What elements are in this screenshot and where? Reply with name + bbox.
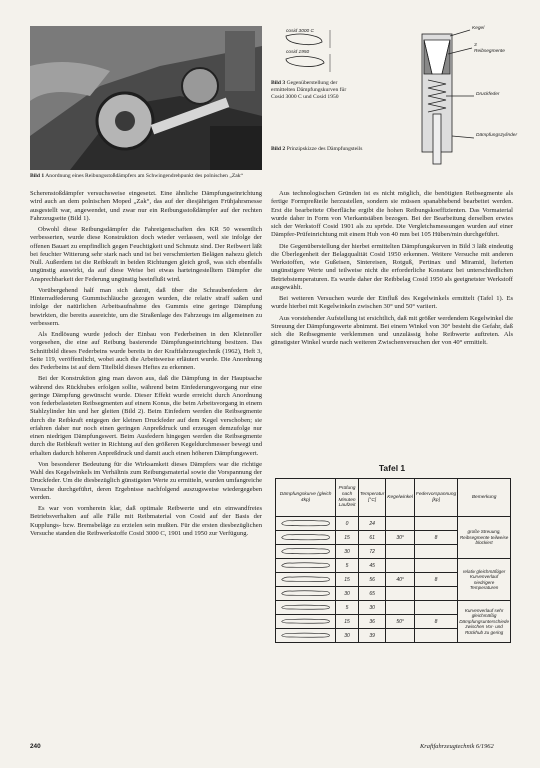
- cell-angle: 30°: [386, 531, 415, 545]
- figure-1-text: Anordnung eines Reibungsstoßdämpfers am Schwingendrehpunkt des polnischen „Zak“: [45, 173, 244, 179]
- table-1: [275, 478, 511, 643]
- damping-curve-cell: [276, 517, 336, 531]
- cell-angle: [386, 559, 415, 573]
- cell-temp: 36: [358, 615, 385, 629]
- cell-angle: [386, 587, 415, 601]
- paragraph: Aus vorstehender Aufstellung ist ersichtlich, daß mit größer werdendem Kegelwinkel die Streuung der Dämpfungswerte abnimmt. Bei einem Winkel von 30° besteht die Gefahr, daß sich die Reibsegmente verklemmen und unzulässig hohe Reibwerte auftreten. Als günstigster Winkel wurde nach weiteren Zwischenversuchen der von 40° ermittelt.: [271, 314, 513, 347]
- paragraph: Aus technologischen Gründen ist es nicht möglich, die benötigten Reibsegmente als fertige Formpreßteile herzustellen, sondern sie müssen spanabhebend bearbeitet werden. Erst die bearbeitete Oberfläche ergibt die hohen Reibungskoeffizienten. Das Vormaterial wurde daher in Form von Vierkantstäben bezogen. Bei der Bearbeitung derselben erwies sich der Werkstoff Cosid 1901 als zu spröde. Die Vergleichsmessungen wurden auf einer Dämpfer-Prüfeinrichtung mit einem Hub von 40 mm bei 105 Hüben/min durchgeführt.: [271, 190, 513, 239]
- label-daempfungszylinder: Dämpfungszylinder: [476, 133, 518, 138]
- cell-remark: Kurvenverlauf sehr gleichmäßig Dämpfungsunterschiede zwischen Vor- und Rückhub zu gering: [458, 601, 511, 643]
- paragraph: Bei weiteren Versuchen wurde der Einfluß des Kegelwinkels ermittelt (Tafel 1). Es wurde hierbei mit Kegelwinkeln zwischen 30° und 50° variiert.: [271, 295, 513, 311]
- cell-temp: 65: [358, 587, 385, 601]
- cell-temp: 39: [358, 629, 385, 643]
- cell-remark: große Streuung, Reibsegmente teilweise blockiert: [458, 517, 511, 559]
- motorcycle-shock-absorber-image: [30, 26, 262, 170]
- damping-curve-sketch: [279, 546, 332, 557]
- cell-angle: 50°: [386, 615, 415, 629]
- cell-spring: [414, 559, 457, 573]
- figure-3-caption: [271, 80, 353, 101]
- header-angle: Kegelwinkel: [386, 479, 415, 517]
- table-title: Tafel 1: [378, 463, 406, 473]
- cell-remark: relativ gleichmäßiger Kurvenverlauf niedrigere Temperaturen: [458, 559, 511, 601]
- damping-curve-sketch: [279, 560, 332, 571]
- curve-cosid-3000c: [286, 34, 322, 45]
- paragraph: Scherenstoßdämpfer versuchsweise eingesetzt. Eine ähnliche Dämpfungseinrichtung wird auch an dem polnischen Moped „Zak“, das auf der diesjährigen Frühjahrsmesse ausgestellt war, angewendet, und zwar nur ein Reibungsstoßdämpfer auf der rechten Fahrzeugseite (Bild 1).: [30, 190, 262, 222]
- figure-2-label: Bild 2: [271, 146, 286, 152]
- figure-2-sketch: [400, 26, 518, 166]
- cell-angle: [386, 517, 415, 531]
- cell-minutes: 30: [336, 587, 359, 601]
- header-temperature: Temperatur [°C]: [358, 479, 385, 517]
- cell-angle: [386, 601, 415, 615]
- left-column: [30, 190, 262, 541]
- cell-minutes: 0: [336, 517, 359, 531]
- cell-minutes: 15: [336, 573, 359, 587]
- damping-curve-sketch: [279, 518, 332, 529]
- label-reibsegmente: 3 Reibsegmente: [474, 43, 505, 54]
- damping-curve-sketch: [279, 616, 332, 627]
- curve-cosid-1950: [286, 56, 324, 66]
- figure-1-caption: [30, 173, 262, 180]
- cell-angle: [386, 545, 415, 559]
- damping-curve-cell: [276, 629, 336, 643]
- header-minutes: Prüfung nach Minuten Laufzeit: [336, 479, 359, 517]
- right-column: [271, 190, 513, 351]
- paragraph: Die Gegenüberstellung der hierbei ermittelten Dämpfungskurven in Bild 3 läßt eindeutig die Überlegenheit der Belagqualität Cosid 1950 erkennen. Weitere Versuche mit anderen Werkstoffen, wie Gußeisen, Sintereisen, Rotguß, Pertinax und Miramid, lieferten ungünstigere Werte und teilweise nicht die erforderliche Konstanz bei unterschiedlichen Betriebstemperaturen. Es wurde daher der Reibbelag Cosid 1950 als geeignetster Werkstoff ausgewählt.: [271, 242, 513, 291]
- damping-curve-cell: [276, 601, 336, 615]
- curve-label-3000c: cosid 3000 C: [286, 29, 314, 34]
- figure-2-text: Prinzipskizze des Dämpfungsteils: [286, 146, 363, 152]
- cell-spring: 8: [414, 615, 457, 629]
- damping-curve-cell: [276, 587, 336, 601]
- damping-curve-sketch: [279, 588, 332, 599]
- page-number: 240: [30, 743, 41, 750]
- cell-spring: [414, 601, 457, 615]
- damping-curve-cell: [276, 573, 336, 587]
- cell-minutes: 30: [336, 629, 359, 643]
- paragraph: Von besonderer Bedeutung für die Wirksamkeit dieses Dämpfers war die richtige Wahl des Kegelwinkels im Verhältnis zum Reibungsmaterial sowie die Vorspannung der Druckfeder. Um die diesbezüglich günstigsten Werte zu ermitteln, wurden umfangreiche Versuche durchgeführt, deren Ergebnisse nachfolgend auszugsweise wiedergegeben werden.: [30, 460, 262, 501]
- cell-temp: 61: [358, 531, 385, 545]
- damping-curve-cell: [276, 545, 336, 559]
- table-row: [276, 517, 511, 531]
- cell-angle: 40°: [386, 573, 415, 587]
- header-curve: Dämpfungskurve (gleich 4kp): [276, 479, 336, 517]
- cell-spring: 8: [414, 573, 457, 587]
- label-druckfeder: Druckfeder: [476, 92, 500, 97]
- cell-temp: 45: [358, 559, 385, 573]
- damping-curve-sketch: [279, 602, 332, 613]
- paragraph: Vorübergehend half man sich damit, daß über die Schraubenfedern der Hinterradfederung Gummischläuche gezogen wurden, die relativ straff saßen und infolge der natürlichen Arbeitsaufnahme des Gummis eine geringe Dämpfung bewirkten, die bereits ausreichte, um die Straßenlage des Fahrzeugs im allgemeinen zu verbessern.: [30, 286, 262, 327]
- table-row: [276, 559, 511, 573]
- damping-curve-sketch: [279, 574, 332, 585]
- paragraph: Als Endlösung wurde jedoch der Einbau von Federbeinen in den Kleinroller vorgesehen, die eine auf Reibung basierende Dämpfungseinrichtung besitzen. Das Schnittbild dieses Federbeins wurde bereits in der Kraftfahrzeugtechnik (1962), Heft 3, Seite 119, veröffentlicht, wobei auch die Arbeitsweise erläutert wurde. Die Anordnung des Federbeins ist auf dem Titelbild dieses Heftes zu erkennen.: [30, 331, 262, 371]
- damping-curve-cell: [276, 531, 336, 545]
- header-spring: Federvorspannung [kp]: [414, 479, 457, 517]
- figure-2-caption: [271, 146, 401, 153]
- damping-curve-sketch: [279, 630, 332, 641]
- label-kegel: Kegel: [472, 26, 485, 31]
- figure-1-photo: [30, 26, 262, 170]
- journal-reference: Kraftfahrzeugtechnik 6/1962: [420, 743, 494, 750]
- cell-spring: [414, 587, 457, 601]
- figure-3-label: Bild 3: [271, 80, 286, 86]
- header-remark: Bemerkung: [458, 479, 511, 517]
- piston-rod: [433, 114, 441, 164]
- cell-temp: 30: [358, 601, 385, 615]
- cell-temp: 24: [358, 517, 385, 531]
- paragraph: Bei der Konstruktion ging man davon aus, daß die Dämpfung in der Hauptsache während des Rückhubes erfolgen sollte, während beim Einfederungsvorgang nur eine geringe Dämpfung gewünscht wurde. Dieser Effekt wurde erreicht durch Anordnung von federbelasteten Reibsegmenten auf einem Konus, die beim Arbeitsvorgang in einem Stahlzylinder hin und her gleiten (Bild 2). Beim Einfedern werden die Reibsegmente durch die Reibkraft entgegen der kleinen Druckfeder auf dem Kegel verschoben; sie erfahren daher nur noch einen geringen Anpreßdruck und erzeugen demzufolge nur einen niedrigen Dämpfungswert. Beim Ausfedern hingegen werden die Reibsegmente durch die Reibkraft weiter in Richtung auf den größeren Kegeldurchmesser bewegt und erhalten dadurch höheren Anpreßdruck und damit auch einen höheren Dämpfungswert.: [30, 375, 262, 457]
- table-row: [276, 601, 511, 615]
- table-header-row: [276, 479, 511, 517]
- damping-curve-cell: [276, 559, 336, 573]
- cell-temp: 72: [358, 545, 385, 559]
- figure-3-chart: [270, 26, 360, 76]
- cell-spring: [414, 517, 457, 531]
- curve-label-1950: cosid 1950: [286, 50, 310, 55]
- cell-spring: [414, 629, 457, 643]
- paragraph: Es war von vornherein klar, daß optimale Reibwerte und ein einwandfreies Betriebsverhalten auf alle Fälle mit Reibmaterial von Cosid auf der Basis der Kupplungs- bzw. Bremsbeläge zu erzielen sein mußten. Für die ersten diesbezüglichen Versuche standen die Reibwerkstoffe Cosid 3000 C, 1901 und 1950 zur Verfügung.: [30, 505, 262, 537]
- figure-1-label: Bild 1: [30, 173, 45, 179]
- cell-minutes: 5: [336, 601, 359, 615]
- cell-spring: [414, 545, 457, 559]
- cell-minutes: 15: [336, 531, 359, 545]
- cell-angle: [386, 629, 415, 643]
- cell-temp: 56: [358, 573, 385, 587]
- cell-spring: 8: [414, 531, 457, 545]
- cell-minutes: 30: [336, 545, 359, 559]
- cell-minutes: 5: [336, 559, 359, 573]
- damping-curve-sketch: [279, 532, 332, 543]
- figure-3-text: Gegenüberstellung der ermittelten Dämpfungskurven für Cosid 3000 C und Cosid 1950: [271, 80, 347, 100]
- damping-curve-cell: [276, 615, 336, 629]
- cell-minutes: 15: [336, 615, 359, 629]
- paragraph: Obwohl diese Reibungsdämpfer die Fahreigenschaften des KR 50 wesentlich verbesserten, wurde diese Konstruktion doch wieder verlassen, weil sie infolge der offenen Bauart zu empfindlich gegen Feuchtigkeit und Schmutz sind. Der Reibwert läßt bei feuchter Witterung sehr stark nach und ist bei verschmierten Belägen nahezu gleich Null. Außerdem ist die Reibkraft in beiden Richtungen gleich groß, was sich ebenfalls ungünstig auswirkt, da auf diese Weise bei etwas harteingestelltem Dämpfer die Ansprechbarkeit der Federung ungünstig beeinflußt wird.: [30, 226, 262, 283]
